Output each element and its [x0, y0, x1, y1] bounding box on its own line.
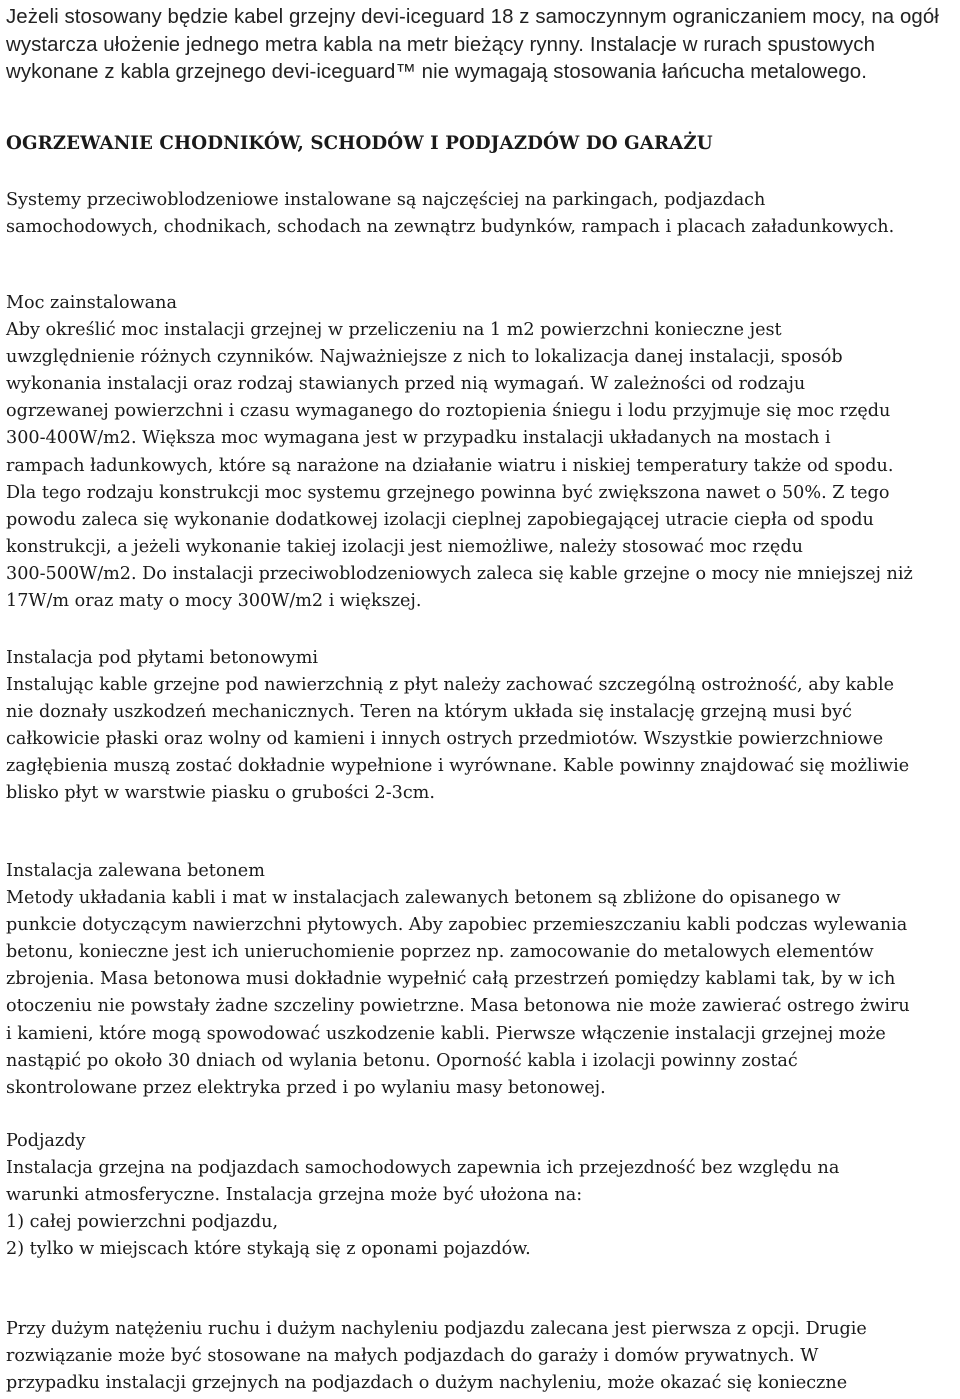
text-line: nastąpić po około 30 dniach od wylania betonu. Oporność kabla i izolacji powinny zostać — [6, 1050, 798, 1071]
text-line: rozwiązanie może być stosowane na małych podjazdach do garaży i domów prywatnych. W — [6, 1346, 819, 1367]
plyty-section — [6, 645, 960, 808]
text-line: 17W/m oraz maty o mocy 300W/m2 i większej. — [6, 591, 422, 612]
moc-section — [6, 290, 960, 615]
intro-line: wystarcza ułożenie jednego metra kabla na metr bieżący rynny. Instalacje w rurach spustowych — [6, 33, 876, 56]
text-line: i kamieni, które mogą spowodować uszkodzenie kabli. Pierwsze włączenie instalacji grzejnej może — [6, 1023, 886, 1044]
text-line: blisko płyt w warstwie piasku o grubości 2-3cm. — [6, 783, 435, 804]
text-line: całkowicie płaski oraz wolny od kamieni i innych ostrych przedmiotów. Wszystkie powierzchniowe — [6, 729, 884, 750]
text-line: samochodowych, chodnikach, schodach na zewnątrz budynków, rampach i placach załadunkowych. — [6, 217, 895, 238]
text-line: zagłębienia muszą zostać dokładnie wypełnione i wyrównane. Kable powinny znajdować się możliwie — [6, 756, 910, 777]
text-line: warunki atmosferyczne. Instalacja grzejna może być ułożona na: — [6, 1185, 583, 1206]
text-line: 300-400W/m2. Większa moc wymagana jest w przypadku instalacji układanych na mostach i — [6, 428, 831, 449]
text-line: betonu, konieczne jest ich unieruchomienie poprzez np. zamocowanie do metalowych elementów — [6, 942, 874, 963]
systems-paragraph — [6, 187, 960, 241]
final-paragraph — [6, 1316, 960, 1397]
text-line: rampach ładunkowych, które są narażone na działanie wiatru i niskiej temperatury także od spodu. — [6, 455, 894, 476]
text-line: Instalacja grzejna na podjazdach samochodowych zapewnia ich przejezdność bez względu na — [6, 1158, 840, 1179]
text-line: Przy dużym natężeniu ruchu i dużym nachyleniu podjazdu zalecana jest pierwsza z opcji. Drugie — [6, 1319, 867, 1339]
text-line: Instalując kable grzejne pod nawierzchnią z płyt należy zachować szczególną ostrożność, aby kable — [6, 675, 894, 696]
intro-paragraph — [6, 0, 960, 87]
text-line: punkcie dotyczącym nawierzchni płytowych. Aby zapobiec przemieszczaniu kabli podczas wylewania — [6, 915, 908, 936]
list-item: 1) całej powierzchni podjazdu, — [6, 1212, 279, 1233]
section-heading: OGRZEWANIE CHODNIKÓW, SCHODÓW I PODJAZDÓW DO GARAŻU — [6, 133, 713, 154]
moc-title: Moc zainstalowana — [6, 293, 177, 313]
text-line: konstrukcji, a jeżeli wykonanie takiej izolacji jest niemożliwe, należy stosować moc rzędu — [6, 536, 803, 557]
beton-section — [6, 858, 960, 1102]
text-line: ogrzewanej powierzchni i czasu wymaganego do roztopienia śniegu i lodu przyjmuje się moc rzędu — [6, 401, 891, 422]
text-line: Dla tego rodzaju konstrukcji moc systemu grzejnego powinna być zwiększona nawet o 50%. Z tego — [6, 482, 890, 503]
text-line: uwzględnienie różnych czynników. Najważniejsze z nich to lokalizacja danej instalacji, sposób — [6, 347, 843, 368]
text-line: wykonania instalacji oraz rodzaj stawianych przed nią wymagań. W zależności od rodzaju — [6, 374, 806, 395]
podjazdy-section — [6, 1128, 960, 1263]
text-line: przypadku instalacji grzejnych na podjazdach o dużym nachyleniu, może okazać się konieczne — [6, 1373, 848, 1394]
text-line: skontrolowane przez elektryka przed i po wylaniu masy betonowej. — [6, 1077, 606, 1098]
text-line: Aby określić moc instalacji grzejnej w przeliczeniu na 1 m2 powierzchni konieczne jest — [6, 320, 782, 341]
podjazdy-title: Podjazdy — [6, 1131, 86, 1151]
text-line: zbrojenia. Masa betonowa musi dokładnie wypełnić całą przestrzeń pomiędzy kablami tak, by w ich — [6, 969, 896, 990]
text-line: Systemy przeciwoblodzeniowe instalowane są najczęściej na parkingach, podjazdach — [6, 190, 766, 210]
text-line: otoczeniu nie powstały żadne szczeliny powietrzne. Masa betonowa nie może zawierać ostrego żwiru — [6, 996, 910, 1017]
plyty-title: Instalacja pod płytami betonowymi — [6, 648, 319, 668]
intro-line: Jeżeli stosowany będzie kabel grzejny devi-iceguard 18 z samoczynnym ograniczaniem mocy, na ogół — [6, 6, 939, 28]
beton-title: Instalacja zalewana betonem — [6, 861, 265, 881]
list-item: 2) tylko w miejscach które stykają się z oponami pojazdów. — [6, 1239, 531, 1260]
text-line: 300-500W/m2. Do instalacji przeciwoblodzeniowych zaleca się kable grzejne o mocy nie mniejszej niż — [6, 563, 913, 584]
text-line: nie doznały uszkodzeń mechanicznych. Teren na którym układa się instalację grzejną musi być — [6, 702, 852, 723]
text-line: Metody układania kabli i mat w instalacjach zalewanych betonem są zbliżone do opisanego w — [6, 888, 841, 909]
text-line: powodu zaleca się wykonanie dodatkowej izolacji cieplnej zapobiegającej utracie ciepła od spodu — [6, 509, 874, 530]
intro-line: wykonane z kabla grzejnego devi-iceguard™ nie wymagają stosowania łańcucha metalowego. — [6, 61, 867, 83]
